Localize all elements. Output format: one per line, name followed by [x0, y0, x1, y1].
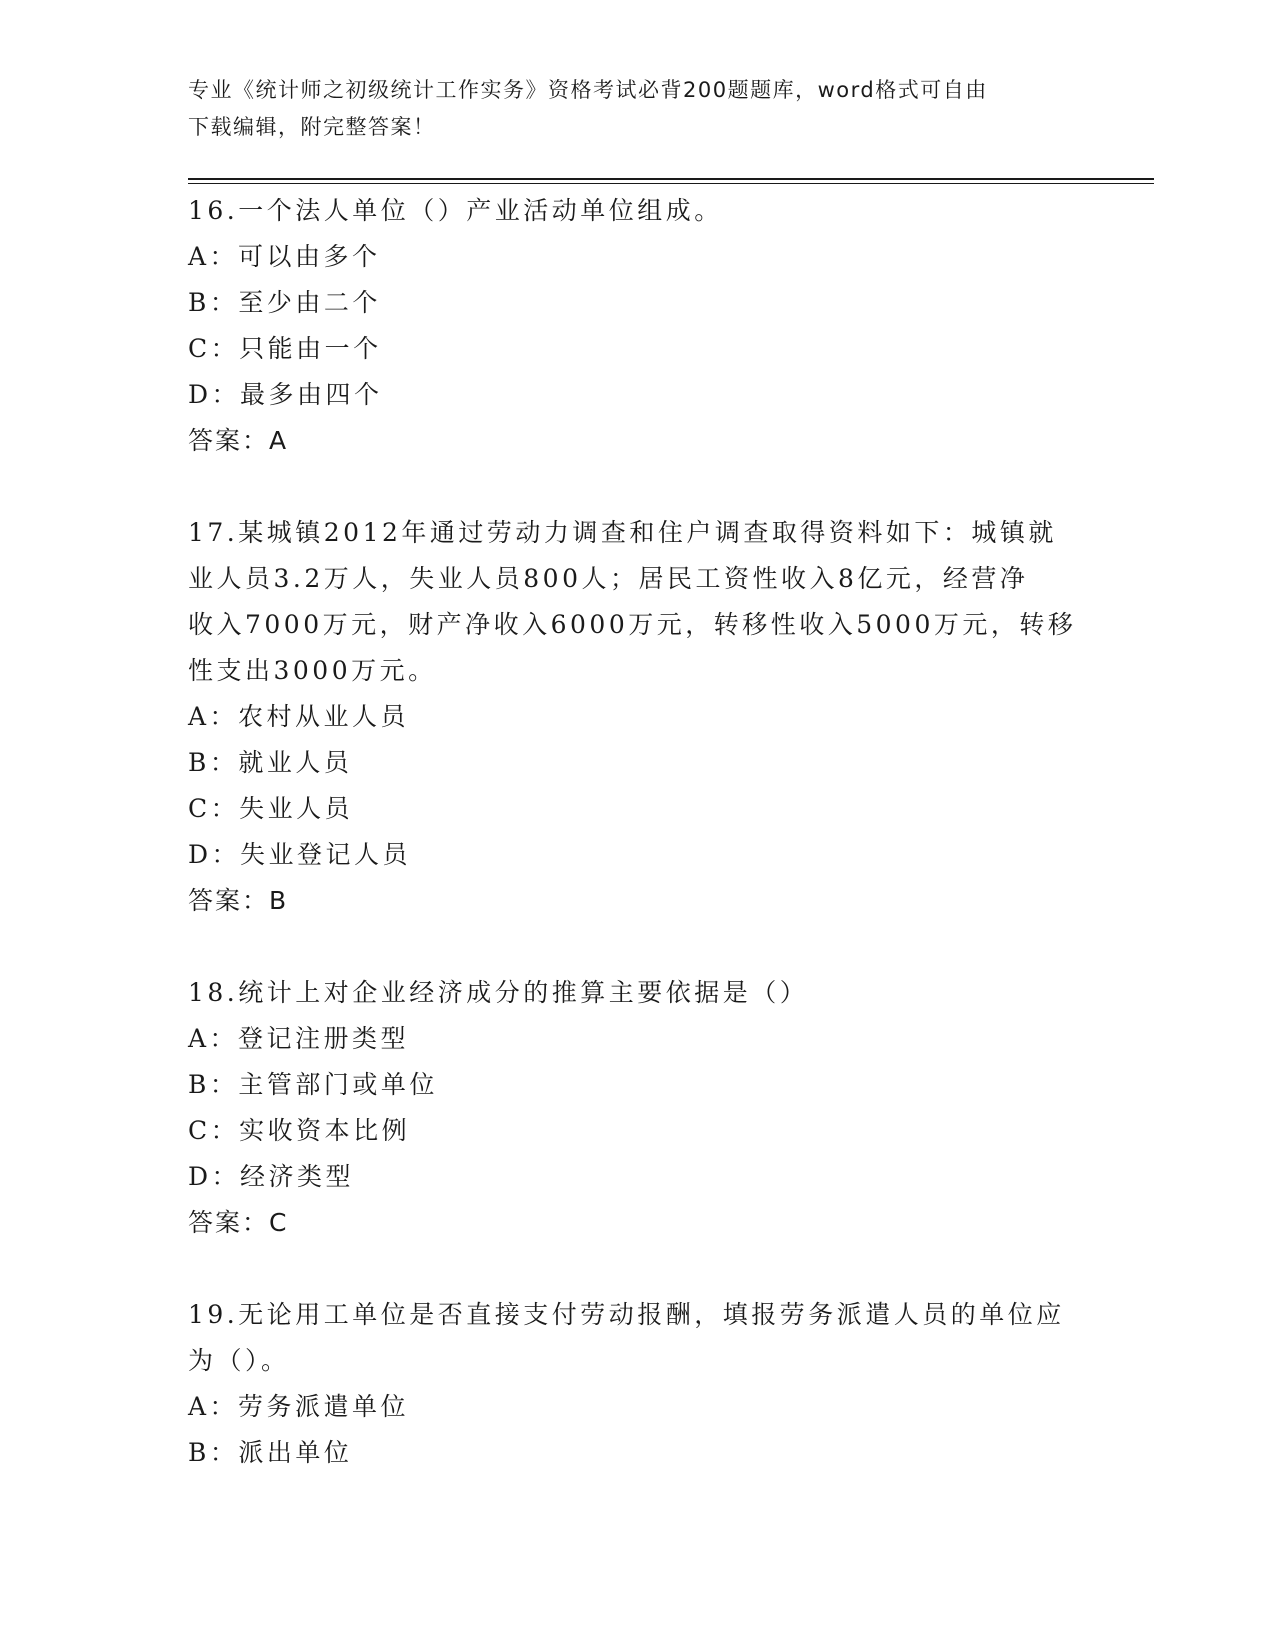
question-18: [188, 970, 1088, 1246]
option-c: C：失业人员: [188, 794, 354, 823]
option-c: C：只能由一个: [188, 334, 382, 363]
question-list: [188, 188, 1088, 1522]
header-divider-thick: [188, 178, 1154, 180]
document-header: [188, 72, 1068, 146]
answer-label: 答案：A: [188, 426, 289, 455]
option-b: B：就业人员: [188, 748, 353, 777]
stem-line: 业人员3.2万人，失业人员800人；居民工资性收入8亿元，经营净: [188, 564, 1029, 593]
answer-label: 答案：B: [188, 886, 289, 915]
question-stem: [188, 970, 1088, 1016]
option-b: B：主管部门或单位: [188, 1070, 438, 1099]
option-a: A：劳务派遣单位: [188, 1392, 410, 1421]
question-16: [188, 188, 1088, 464]
question-19: [188, 1292, 1088, 1476]
answer-label: 答案：C: [188, 1208, 289, 1237]
option-d: D：失业登记人员: [188, 840, 412, 869]
question-stem: [188, 1292, 1088, 1384]
option-a: A：农村从业人员: [188, 702, 410, 731]
header-divider-thin: [188, 183, 1154, 184]
option-a: A：登记注册类型: [188, 1024, 410, 1053]
stem-line: 收入7000万元，财产净收入6000万元，转移性收入5000万元，转移: [188, 610, 1077, 639]
stem-line: 18.统计上对企业经济成分的推算主要依据是（）: [188, 978, 809, 1007]
option-b: B：派出单位: [188, 1438, 353, 1467]
header-line-2: 下载编辑，附完整答案！: [188, 115, 436, 139]
stem-line: 为（）。: [188, 1346, 290, 1375]
stem-line: 17.某城镇2012年通过劳动力调查和住户调查取得资料如下：城镇就: [188, 518, 1057, 547]
stem-line: 16.一个法人单位（）产业活动单位组成。: [188, 196, 723, 225]
question-17: [188, 510, 1088, 924]
option-a: A：可以由多个: [188, 242, 381, 271]
option-d: D：最多由四个: [188, 380, 383, 409]
stem-line: 性支出3000万元。: [188, 656, 437, 685]
header-line-1: 专业《统计师之初级统计工作实务》资格考试必背200题题库，word格式可自由: [188, 78, 988, 102]
option-d: D：经济类型: [188, 1162, 355, 1191]
stem-line: 19.无论用工单位是否直接支付劳动报酬，填报劳务派遣人员的单位应: [188, 1300, 1065, 1329]
option-c: C：实收资本比例: [188, 1116, 411, 1145]
question-stem: [188, 510, 1088, 694]
option-b: B：至少由二个: [188, 288, 381, 317]
question-stem: [188, 188, 1088, 234]
